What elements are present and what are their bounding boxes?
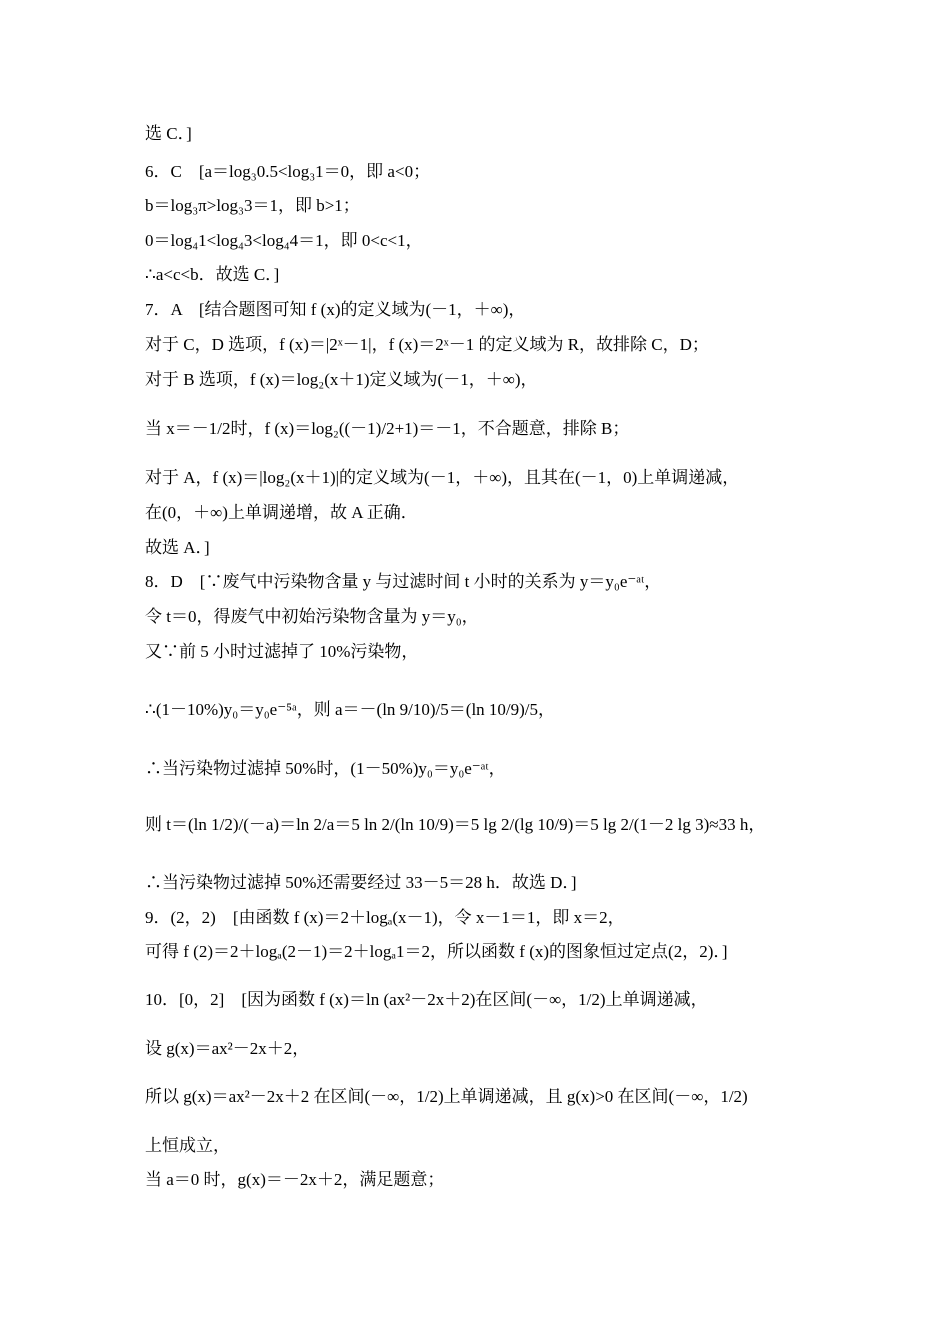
line-16: ∴(1－10%)y₀＝y₀e⁻⁵ᵃ，则 a＝－(ln 9/10)/5＝(ln 10/9)/5，	[145, 700, 556, 719]
line-7: 对于 C，D 选项，f (x)＝|2ˣ－1|，f (x)＝2ˣ－1 的定义域为 R，故排除 C，D；	[145, 335, 709, 354]
line-23: 设 g(x)＝ax²－2x＋2，	[145, 1039, 310, 1058]
line-12: 故选 A．]	[145, 538, 210, 557]
line-20: 9．(2，2) [由函数 f (x)＝2＋logₐ(x－1)，令 x－1＝1，即 x＝2，	[145, 908, 625, 927]
line-18: 则 t＝(ln 1/2)/(－a)＝ln 2/a＝5 ln 2/(ln 10/9)＝5 lg 2/(lg 10/9)＝5 lg 2/(1－2 lg 3)≈33 h，	[145, 815, 766, 834]
line-21: 可得 f (2)＝2＋logₐ(2－1)＝2＋logₐ1＝2，所以函数 f (x)的图象恒过定点(2，2)．]	[145, 942, 728, 961]
line-8: 对于 B 选项，f (x)＝log₂(x＋1)定义域为(－1，＋∞)，	[145, 370, 538, 389]
line-17: ∴当污染物过滤掉 50%时，(1－50%)y₀＝y₀e⁻ᵃᵗ，	[145, 759, 506, 778]
line-1: 选 C．]	[145, 124, 192, 143]
line-3: b＝log₃π>log₃3＝1，即 b>1；	[145, 196, 360, 215]
line-14: 令 t＝0，得废气中初始污染物含量为 y＝y₀，	[145, 607, 479, 626]
line-10: 对于 A，f (x)＝|log₂(x＋1)|的定义域为(－1，＋∞)，且其在(－1，0)上单调递减，	[145, 468, 740, 487]
line-19: ∴当污染物过滤掉 50%还需要经过 33－5＝28 h．故选 D．]	[145, 873, 577, 892]
line-22: 10．[0，2] [因为函数 f (x)＝ln (ax²－2x＋2)在区间(－∞，1/2)上单调递减，	[145, 990, 708, 1009]
line-6: 7．A [结合题图可知 f (x)的定义域为(－1，＋∞)，	[145, 300, 526, 319]
line-11: 在(0，＋∞)上单调递增，故 A 正确．	[145, 503, 418, 522]
line-24: 所以 g(x)＝ax²－2x＋2 在区间(－∞，1/2)上单调递减，且 g(x)>0 在区间(－∞，1/2)	[145, 1087, 748, 1106]
line-9: 当 x＝－1/2时，f (x)＝log₂((－1)/2+1)＝－1，不合题意，排除 B；	[145, 419, 630, 438]
line-26: 当 a＝0 时，g(x)＝－2x＋2，满足题意；	[145, 1170, 445, 1189]
line-13: 8．D [∵废气中污染物含量 y 与过滤时间 t 小时的关系为 y＝y₀e⁻ᵃᵗ，	[145, 572, 662, 591]
line-25: 上恒成立，	[145, 1136, 230, 1155]
line-4: 0＝log₄1<log₄3<log₄4＝1，即 0<c<1，	[145, 231, 423, 250]
line-2: 6．C [a＝log₃0.5<log₃1＝0，即 a<0；	[145, 162, 431, 181]
line-15: 又∵前 5 小时过滤掉了 10%污染物，	[145, 642, 419, 661]
line-5: ∴a<c<b．故选 C．]	[145, 265, 280, 284]
